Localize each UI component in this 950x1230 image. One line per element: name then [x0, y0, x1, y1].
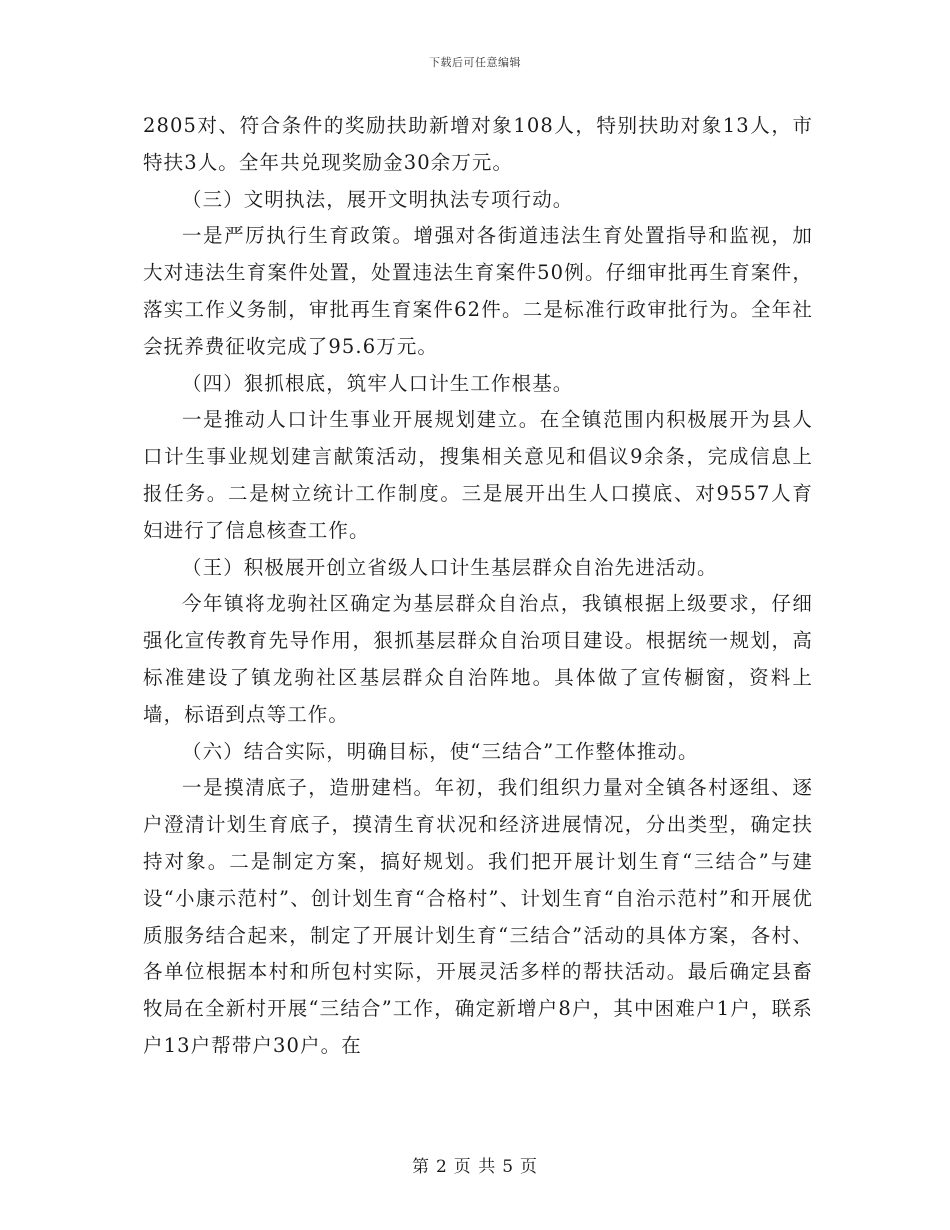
header-note: 下载后可任意编辑: [429, 56, 521, 69]
document-body: [143, 108, 813, 1065]
page-suffix: 页: [520, 1157, 539, 1177]
paragraph-6: （王）积极展开创立省级人口计生基层群众自治先进活动。: [182, 555, 718, 579]
paragraph-1: 2805对、符合条件的奖励扶助新增对象108人，特别扶助对象13人，市特扶3人。全年共兑现奖励金30余万元。: [143, 114, 813, 174]
page-prefix: 第: [411, 1157, 430, 1177]
page-footer: [0, 1152, 950, 1177]
paragraph-2: （三）文明执法，展开文明执法专项行动。: [182, 187, 574, 211]
paragraph-4: （四）狠抓根底，筑牢人口计生工作根基。: [182, 371, 574, 395]
paragraph-7: 今年镇将龙驹社区确定为基层群众自治点，我镇根据上级要求，仔细强化宣传教育先导作用，狠抓基层群众自治项目建设。根据统一规划，高标准建设了镇龙驹社区基层群众自治阵地。具体做了宣传橱窗，资料上墙，标语到点等工作。: [143, 592, 813, 726]
page-mid: 页 共: [453, 1157, 497, 1177]
paragraph-9: 一是摸清底子，造册建档。年初，我们组织力量对全镇各村逐组、逐户澄清计划生育底子，摸清生育状况和经济进展情况，分出类型，确定扶持对象。二是制定方案，搞好规划。我们把开展计划生育“三结合”与建设“小康示范村”、创计划生育“合格村”、计划生育“自治示范村”和开展优质服务结合起来，制定了开展计划生育“三结合”活动的具体方案，各村、各单位根据本村和所包村实际，开展灵活多样的帮扶活动。最后确定县畜牧局在全新村开展“三结合”工作，确定新增户8户，其中困难户1户，联系户13户帮带户30户。在: [143, 776, 813, 1057]
page-current: 2: [435, 1157, 448, 1177]
paragraph-5: 一是推动人口计生事业开展规划建立。在全镇范围内积极展开为县人口计生事业规划建言献策活动，搜集相关意见和倡议9余条，完成信息上报任务。二是树立统计工作制度。三是展开出生人口摸底、对9557人育妇进行了信息核查工作。: [143, 408, 813, 542]
page-total: 5: [502, 1157, 515, 1177]
paragraph-3: 一是严厉执行生育政策。增强对各街道违法生育处置指导和监视，加大对违法生育案件处置，处置违法生育案件50例。仔细审批再生育案件，落实工作义务制，审批再生育案件62件。二是标准行政审批行为。全年社会抚养费征收完成了95.6万元。: [143, 224, 813, 358]
paragraph-8: （六）结合实际，明确目标，使“三结合”工作整体推动。: [182, 739, 699, 763]
